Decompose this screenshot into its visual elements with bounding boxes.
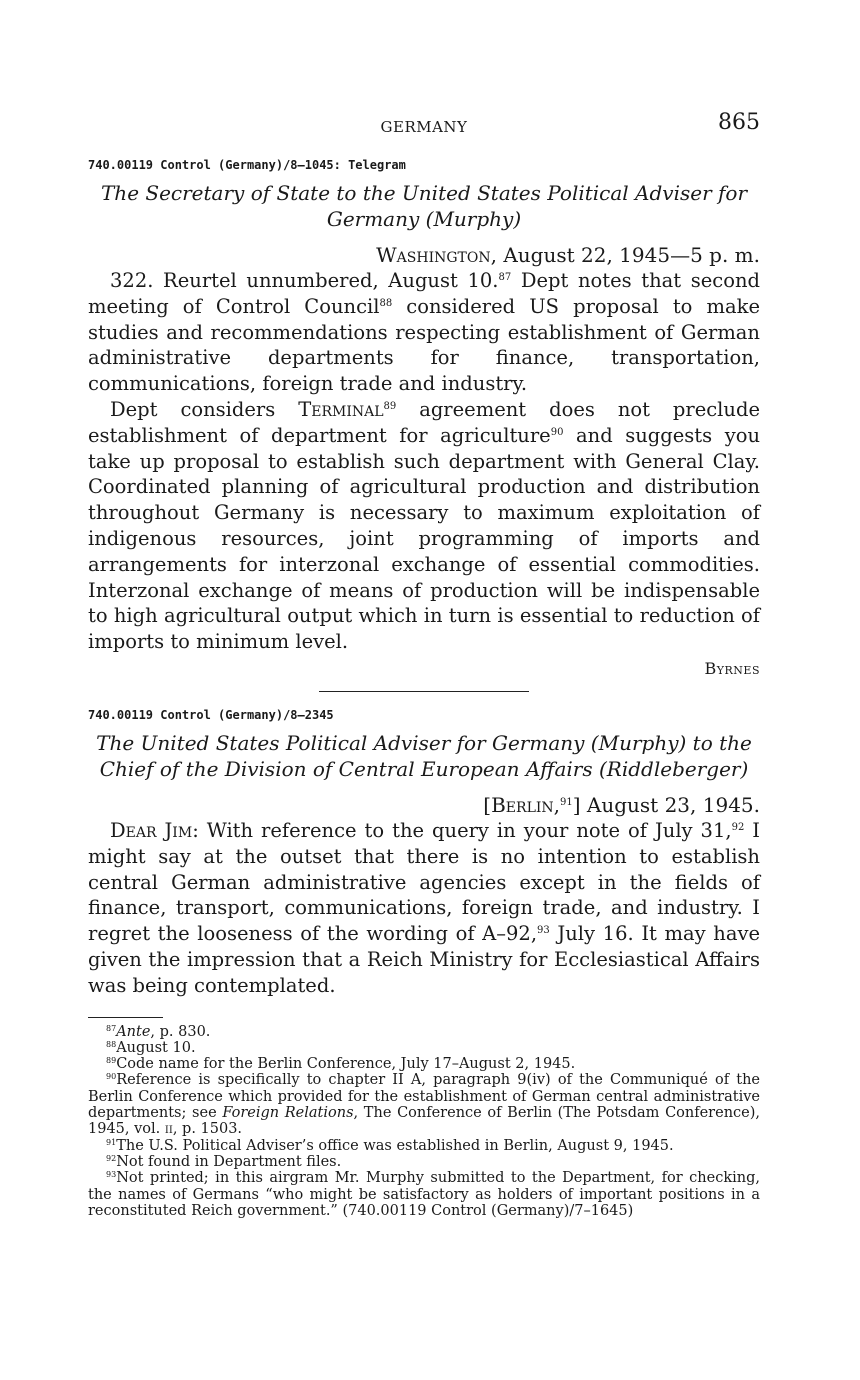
text: Not found in Department files. — [116, 1153, 342, 1170]
text: Foreign Relations — [222, 1105, 354, 1122]
footnotes — [88, 1024, 760, 1220]
footnote-number: 88 — [106, 1039, 117, 1049]
footnote-87 — [88, 1024, 760, 1040]
document-body — [88, 818, 760, 999]
footnote-ref-88[interactable]: 88 — [379, 297, 393, 309]
text: Dept notes that second meeting of Control Council — [88, 269, 760, 318]
title-line: The United States Political Adviser for Germany (Murphy) to the — [96, 730, 752, 755]
footnote-number: 92 — [106, 1153, 117, 1163]
title-line: Chief of the Division of Central European Affairs (Riddleberger) — [99, 756, 749, 781]
title-line: The Secretary of State to the United States Political Adviser for — [100, 181, 748, 205]
text: , p. 830. — [150, 1023, 211, 1040]
document-title — [88, 730, 760, 782]
footnote-number: 90 — [106, 1072, 117, 1082]
file-reference: 740.00119 Control (Germany)/8–2345 — [88, 707, 334, 722]
footnote-ref-87[interactable]: 87 — [498, 272, 512, 283]
footnote-89 — [88, 1056, 760, 1072]
footnote-number: 91 — [106, 1137, 117, 1147]
footnote-88 — [88, 1040, 760, 1056]
file-reference: 740.00119 Control (Germany)/8–1045: Telegram — [88, 158, 406, 172]
text: and suggests you take up proposal to establish such department with General Clay. Coordinated planning of agricultural production and distribution throughout Germany is necessary to maximum exploitation of indigenous resources, joint programming of imports and arrangements for interzonal exchange of essential commodities. Interzonal exchange of means of production will be indispensable to high agricultural output which in turn is essential to reduction of imports to minimum level. — [88, 423, 761, 654]
footnote-number: 93 — [106, 1170, 117, 1180]
text: : With reference to the query in your note of July 31, — [192, 818, 732, 842]
page-header — [88, 108, 760, 148]
text: 322. Reurtel unnumbered, August 10. — [110, 269, 499, 292]
footnote-92 — [88, 1154, 760, 1170]
section-divider — [319, 691, 529, 692]
page-number: 865 — [718, 110, 760, 135]
footnote-ref-92[interactable]: 92 — [731, 821, 745, 833]
footnote-90 — [88, 1072, 760, 1137]
dateline — [88, 792, 760, 818]
text: , p. 1503. — [172, 1121, 243, 1138]
text: Ante — [116, 1023, 151, 1040]
footnote-number: 89 — [106, 1056, 117, 1066]
dateline-date: ] August 23, 1945. — [572, 792, 760, 817]
document-telegram — [88, 158, 760, 679]
footnote-ref-89[interactable]: 89 — [383, 400, 397, 412]
text: Code name for the Berlin Conference, July 17–August 2, 1945. — [116, 1056, 576, 1073]
text: Dept considers — [110, 397, 299, 421]
salutation: Dear Jim — [110, 818, 193, 842]
paragraph — [88, 818, 760, 999]
text: July 16. It may have given the impression that a Reich Ministry for Ecclesiastical Affairs was being contemplated. — [88, 922, 761, 997]
footnote-ref-93[interactable]: 93 — [537, 925, 550, 937]
footnote-91 — [88, 1138, 760, 1154]
text: The U.S. Political Adviser’s office was established in Berlin, August 9, 1945. — [116, 1137, 674, 1154]
footnote-ref-91[interactable]: 91 — [560, 796, 573, 808]
text: ii — [164, 1121, 173, 1138]
code-name-terminal: Terminal — [298, 397, 384, 421]
document-body — [88, 268, 760, 655]
text: Not printed; in this airgram Mr. Murphy submitted to the Department, for checking, the names of Germans “who might be satisfactory as holders of important positions in a reconstituted Reich government.” (740.00119 Control (Germany)/7–1645) — [88, 1170, 760, 1219]
footnote-divider — [88, 1017, 163, 1018]
bracket: [ — [483, 792, 492, 817]
paragraph — [88, 268, 760, 397]
text: I might say at the outset that there is no intention to establish central German administrative agencies except in the fields of finance, transport, communications, foreign trade, and industry. I regret the looseness of the wording of A–92, — [88, 818, 761, 946]
signature: Byrnes — [704, 658, 760, 678]
dateline — [88, 242, 760, 268]
footnote-ref-90[interactable]: 90 — [550, 426, 564, 438]
running-title: GERMANY — [380, 118, 468, 136]
document-title — [88, 180, 760, 232]
title-line: Germany (Murphy) — [326, 207, 522, 231]
document-letter — [88, 708, 760, 999]
footnote-number: 87 — [106, 1023, 117, 1033]
footnote-93 — [88, 1170, 760, 1219]
text: Reference is specifically to chapter II A, paragraph 9(iv) of the Communiqué of the Berlin Conference which provided for the establishment of German central administrative departments; see — [88, 1072, 760, 1122]
text: , The Conference of Berlin (The Potsdam Conference), 1945, vol. — [88, 1105, 760, 1138]
text: August 10. — [116, 1039, 196, 1056]
paragraph — [88, 397, 760, 655]
text: agreement does not preclude establishment of department for agriculture — [88, 397, 760, 447]
dateline-place: Berlin, — [491, 792, 561, 817]
dateline-date: August 22, 1945—5 p. m. — [496, 243, 760, 267]
text: considered US proposal to make studies and recommendations respecting establishment of German administrative departments for finance, transportation, communications, foreign trade and industry. — [88, 294, 760, 396]
document-page — [88, 108, 760, 1219]
dateline-place: Washington, — [376, 243, 497, 267]
